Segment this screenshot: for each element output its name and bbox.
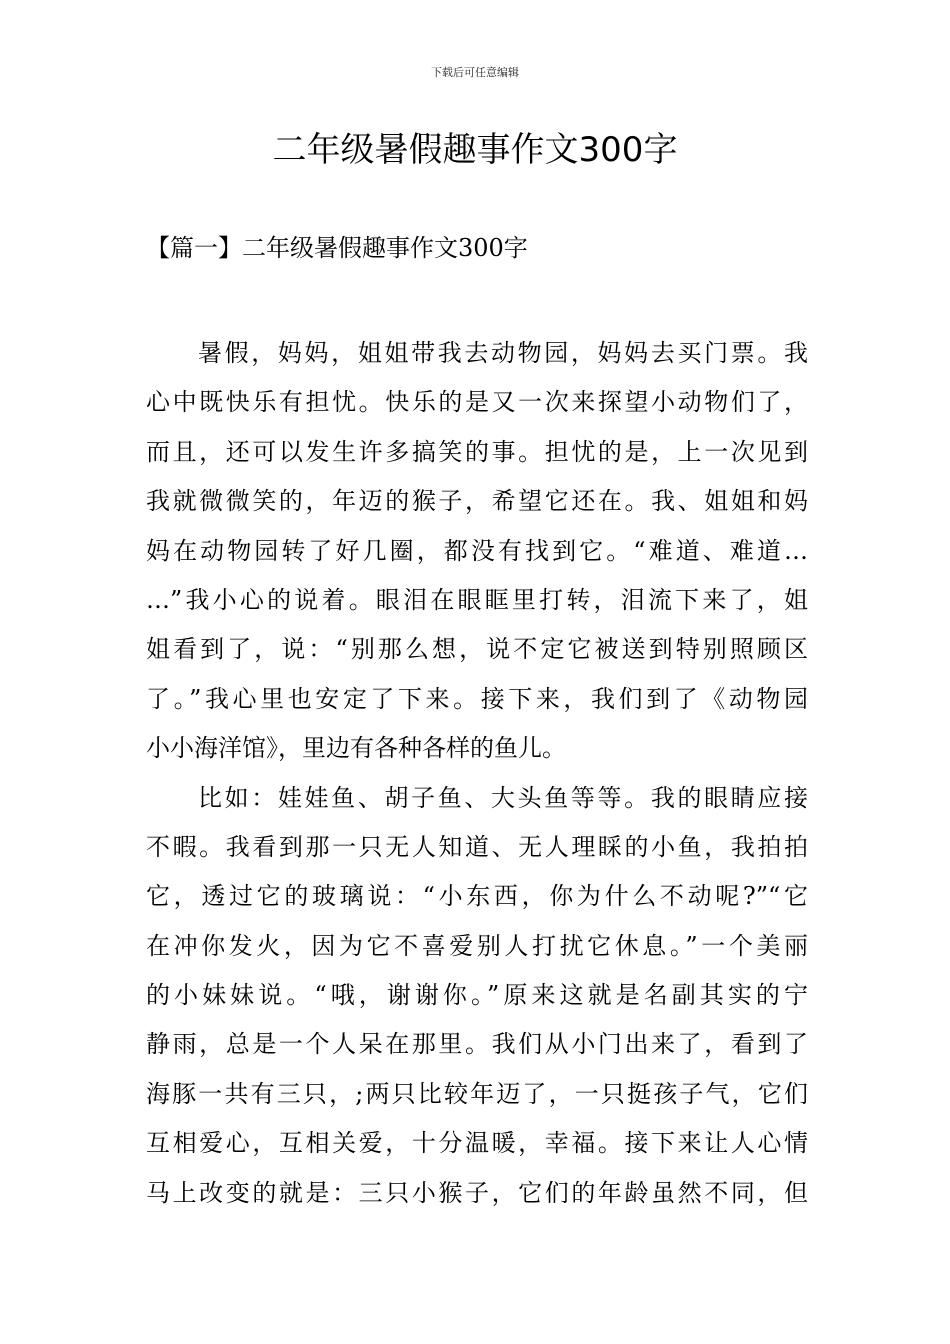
text-line: 在冲你发火，因为它不喜爱别人打扰它休息。”一个美丽: [146, 931, 808, 960]
text-line: 我就微微笑的，年迈的猴子，希望它还在。我、姐姐和妈: [146, 487, 808, 516]
text-line: …”我小心的说着。眼泪在眼眶里打转，泪流下来了，姐: [146, 585, 808, 614]
paragraph-1: [146, 329, 808, 774]
text-line: 互相爱心，互相关爱，十分温暖，幸福。接下来让人心情: [146, 1129, 808, 1158]
text-line: 马上改变的就是：三只小猴子，它们的年龄虽然不同，但: [146, 1178, 808, 1207]
text-line: 心中既快乐有担忧。快乐的是又一次来探望小动物们了，: [146, 388, 808, 417]
section-heading: 【篇一】二年级暑假趣事作文300字: [146, 234, 528, 262]
text-line: 暑假，妈妈，姐姐带我去动物园，妈妈去买门票。我: [198, 339, 808, 367]
text-line: 了。”我心里也安定了下来。接下来，我们到了《动物园: [146, 684, 808, 713]
document-title: 二年级暑假趣事作文300字: [272, 130, 678, 170]
essay-body: [146, 329, 808, 1218]
text-line: 姐看到了，说：“别那么想，说不定它被送到特别照顾区: [146, 635, 808, 664]
header-note: 下载后可任意编辑: [431, 66, 519, 79]
text-line: 静雨，总是一个人呆在那里。我们从小门出来了，看到了: [146, 1030, 808, 1059]
text-line: 妈在动物园转了好几圈，都没有找到它。“难道、难道…: [146, 536, 808, 565]
text-line: 小小海洋馆》，里边有各种各样的鱼儿。: [146, 734, 566, 763]
text-line: 而且，还可以发生许多搞笑的事。担忧的是，上一次见到: [146, 437, 808, 466]
text-line: 它，透过它的玻璃说：“小东西，你为什么不动呢?”“它: [146, 882, 808, 911]
text-line: 海豚一共有三只，;两只比较年迈了，一只挺孩子气，它们: [146, 1079, 808, 1108]
text-line: 不暇。我看到那一只无人知道、无人理睬的小鱼，我拍拍: [146, 832, 808, 861]
text-line: 的小妹妹说。“哦，谢谢你。”原来这就是名副其实的宁: [146, 981, 808, 1010]
paragraph-2: [146, 774, 808, 1219]
text-line: 比如：娃娃鱼、胡子鱼、大头鱼等等。我的眼睛应接: [198, 783, 808, 812]
